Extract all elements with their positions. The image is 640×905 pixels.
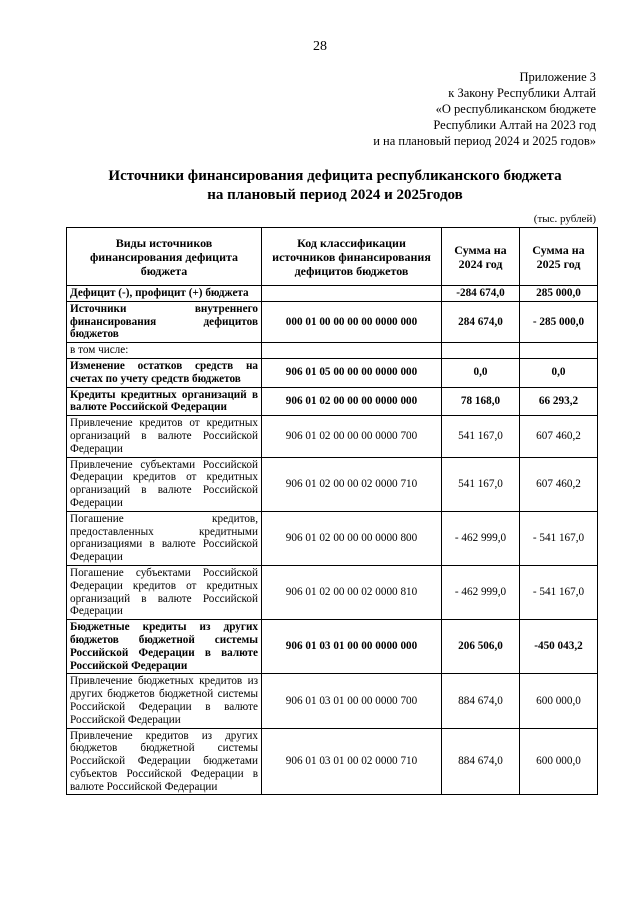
title-line: Источники финансирования дефицита республиканского бюджета [108, 168, 562, 184]
cell-name: Привлечение субъектами Российской Федерации кредитов от кредитных организаций в валюте Российской Федерации [67, 457, 262, 511]
cell-code: 906 01 02 00 00 00 0000 700 [262, 416, 442, 457]
header-name: Виды источников финансирования дефицита бюджета [67, 228, 262, 286]
cell-sum2025: 600 000,0 [520, 674, 598, 728]
cell-code: 906 01 03 01 00 00 0000 000 [262, 620, 442, 674]
table-row [67, 457, 598, 511]
cell-code: 906 01 02 00 00 00 0000 000 [262, 387, 442, 416]
table-row [67, 728, 598, 795]
cell-sum2025: 607 460,2 [520, 416, 598, 457]
cell-sum2024: 284 674,0 [442, 301, 520, 342]
cell-sum2024: -284 674,0 [442, 286, 520, 302]
cell-sum2024: - 462 999,0 [442, 511, 520, 565]
cell-sum2024 [442, 343, 520, 359]
financing-sources-table [66, 227, 598, 795]
table-row [67, 511, 598, 565]
table-row [67, 286, 598, 302]
cell-code: 906 01 05 00 00 00 0000 000 [262, 358, 442, 387]
cell-name: Кредиты кредитных организаций в валюте Российской Федерации [67, 387, 262, 416]
cell-name: Дефицит (-), профицит (+) бюджета [67, 286, 262, 302]
table-row [67, 343, 598, 359]
appendix-note [373, 69, 596, 149]
document-title [0, 167, 640, 205]
cell-name: Источники внутреннего финансирования дефицитов бюджетов [67, 301, 262, 342]
cell-sum2024: 884 674,0 [442, 728, 520, 795]
appendix-line: и на плановый период 2024 и 2025 годов» [373, 134, 596, 148]
cell-name: Привлечение бюджетных кредитов из других бюджетов бюджетной системы Российской Федерации в валюте Российской Федерации [67, 674, 262, 728]
cell-sum2024: 541 167,0 [442, 457, 520, 511]
cell-name: Привлечение кредитов от кредитных организаций в валюте Российской Федерации [67, 416, 262, 457]
cell-sum2024: 206 506,0 [442, 620, 520, 674]
table-row [67, 416, 598, 457]
cell-sum2024: - 462 999,0 [442, 565, 520, 619]
header-code: Код классификации источников финансирования дефицитов бюджетов [262, 228, 442, 286]
cell-sum2025 [520, 343, 598, 359]
cell-code: 906 01 03 01 00 00 0000 700 [262, 674, 442, 728]
table-row [67, 387, 598, 416]
table-body [67, 286, 598, 795]
cell-code: 000 01 00 00 00 00 0000 000 [262, 301, 442, 342]
cell-name: Бюджетные кредиты из других бюджетов бюджетной системы Российской Федерации в валюте Российской Федерации [67, 620, 262, 674]
cell-sum2025: 607 460,2 [520, 457, 598, 511]
cell-sum2024: 884 674,0 [442, 674, 520, 728]
cell-sum2025: - 541 167,0 [520, 511, 598, 565]
cell-name: Привлечение кредитов из других бюджетов бюджетной системы Российской Федерации бюджетами субъектов Российской Федерации в валюте Российской Федерации [67, 728, 262, 795]
cell-sum2025: - 285 000,0 [520, 301, 598, 342]
cell-sum2025: 0,0 [520, 358, 598, 387]
appendix-line: «О республиканском бюджете [435, 102, 596, 116]
header-sum-2025: Сумма на 2025 год [520, 228, 598, 286]
cell-name: Изменение остатков средств на счетах по учету средств бюджетов [67, 358, 262, 387]
cell-sum2024: 541 167,0 [442, 416, 520, 457]
cell-name: Погашение кредитов, предоставленных кредитными организациями в валюте Российской Федерации [67, 511, 262, 565]
cell-sum2025: 285 000,0 [520, 286, 598, 302]
table-row [67, 674, 598, 728]
table-row [67, 358, 598, 387]
page-number: 28 [313, 39, 327, 54]
cell-sum2025: 66 293,2 [520, 387, 598, 416]
cell-code: 906 01 02 00 00 02 0000 710 [262, 457, 442, 511]
cell-sum2024: 0,0 [442, 358, 520, 387]
appendix-line: Республики Алтай на 2023 год [433, 118, 596, 132]
cell-sum2025: -450 043,2 [520, 620, 598, 674]
table-row [67, 620, 598, 674]
table-row [67, 565, 598, 619]
appendix-line: Приложение 3 [519, 70, 596, 84]
title-line: на плановый период 2024 и 2025годов [207, 187, 463, 203]
header-sum-2024: Сумма на 2024 год [442, 228, 520, 286]
table-row [67, 301, 598, 342]
cell-code [262, 286, 442, 302]
table-header-row [67, 228, 598, 286]
cell-code [262, 343, 442, 359]
cell-code: 906 01 02 00 00 02 0000 810 [262, 565, 442, 619]
cell-name: в том числе: [67, 343, 262, 359]
cell-name: Погашение субъектами Российской Федерации кредитов от кредитных организаций в валюте Российской Федерации [67, 565, 262, 619]
cell-sum2025: 600 000,0 [520, 728, 598, 795]
cell-sum2025: - 541 167,0 [520, 565, 598, 619]
cell-sum2024: 78 168,0 [442, 387, 520, 416]
cell-code: 906 01 03 01 00 02 0000 710 [262, 728, 442, 795]
cell-code: 906 01 02 00 00 00 0000 800 [262, 511, 442, 565]
appendix-line: к Закону Республики Алтай [448, 86, 596, 100]
units-note: (тыс. рублей) [533, 213, 596, 225]
